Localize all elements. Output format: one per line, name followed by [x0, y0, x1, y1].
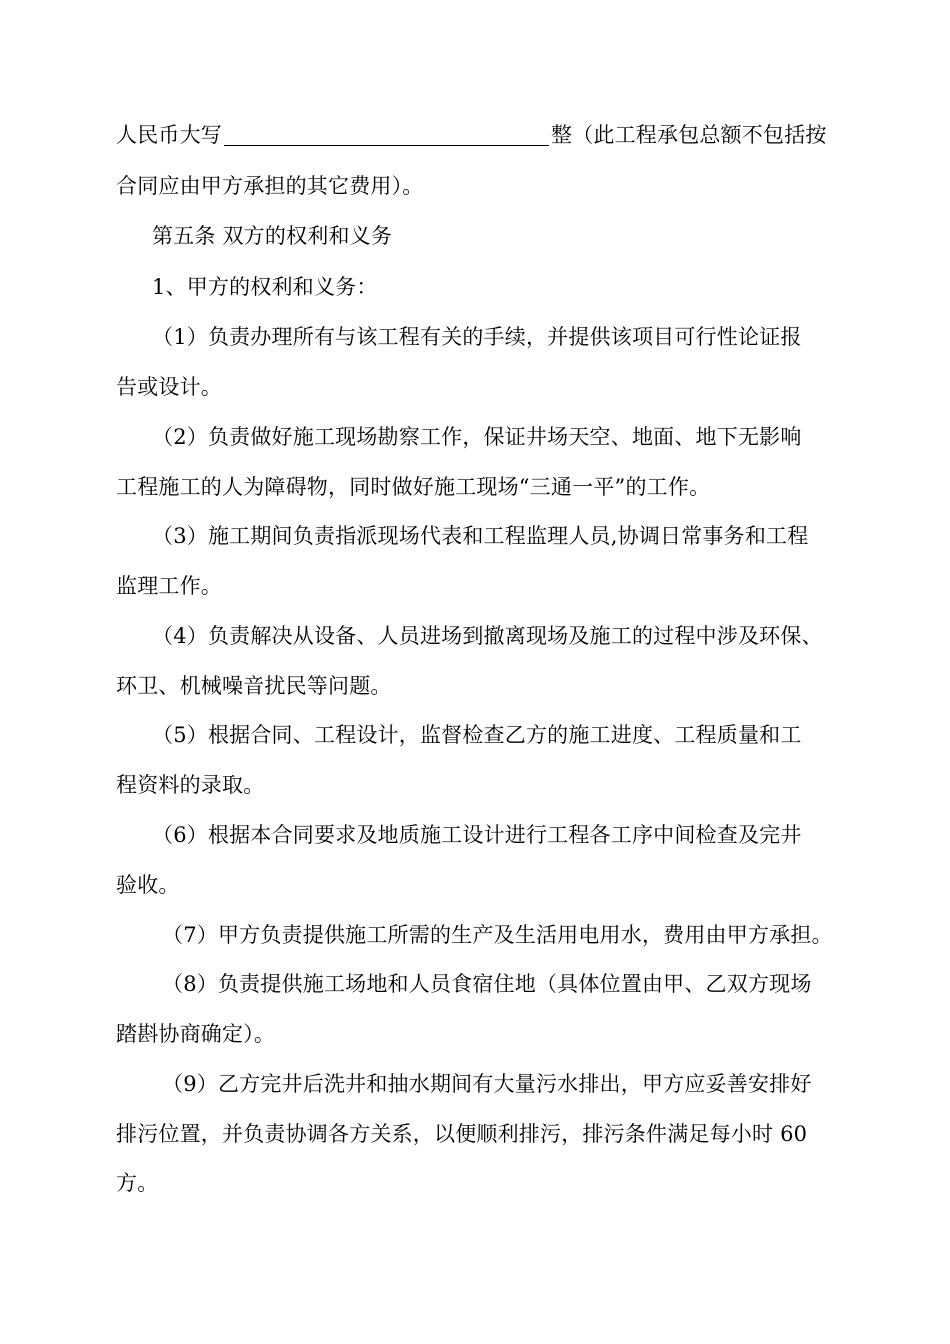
paragraph-text-line: 排污位置，并负责协调各方关系，以便顺利排污，排污条件满足每小时 60: [116, 1122, 808, 1146]
paragraph-text-line: 验收。: [116, 873, 180, 897]
paragraph-text-line: 工程施工的人为障碍物，同时做好施工现场“三通一平”的工作。: [116, 475, 711, 499]
amount-blank-field: [224, 123, 549, 146]
paragraph-amount-line: [116, 121, 836, 149]
paragraph-text-line: （2）负责做好施工现场勘察工作，保证井场天空、地面、地下无影响: [152, 425, 802, 449]
paragraph-text-line: （9）乙方完井后洗井和抽水期间有大量污水排出，甲方应妥善安排好: [162, 1072, 812, 1096]
section-heading: 1、甲方的权利和义务：: [152, 275, 378, 299]
paragraph-text-line: 方。: [116, 1171, 159, 1195]
paragraph-text-line: 踏斟协商确定）。: [116, 1022, 276, 1046]
paragraph-text-line: （6）根据本合同要求及地质施工设计进行工程各工序中间检查及完井: [152, 823, 802, 847]
paragraph-text-line: （3）施工期间负责指派现场代表和工程监理人员,协调日常事务和工程: [152, 524, 809, 548]
paragraph-text-line: （5）根据合同、工程设计，监督检查乙方的施工进度、工程质量和工: [152, 723, 802, 747]
paragraph-text-line: 合同应由甲方承担的其它费用）。: [116, 174, 424, 198]
paragraph-text-line: 程资料的录取。: [116, 773, 265, 797]
amount-label: 人民币大写: [116, 123, 222, 147]
paragraph-text-line: （8）负责提供施工场地和人员食宿住地（具体位置由甲、乙双方现场: [162, 972, 812, 996]
amount-suffix: 整（此工程承包总额不包括按: [551, 123, 827, 147]
paragraph-text-line: （4）负责解决从设备、人员进场到撤离现场及施工的过程中涉及环保、: [152, 624, 823, 648]
article-heading: 第五条 双方的权利和义务: [152, 224, 393, 248]
paragraph-text-line: 监理工作。: [116, 574, 222, 598]
paragraph-text-line: （1）负责办理所有与该工程有关的手续，并提供该项目可行性论证报: [152, 325, 802, 349]
paragraph-text-line: 告或设计。: [116, 375, 222, 399]
paragraph-text-line: （7）甲方负责提供施工所需的生产及生活用电用水，费用由甲方承担。: [162, 923, 833, 947]
paragraph-text-line: 环卫、机械噪音扰民等问题。: [116, 674, 392, 698]
